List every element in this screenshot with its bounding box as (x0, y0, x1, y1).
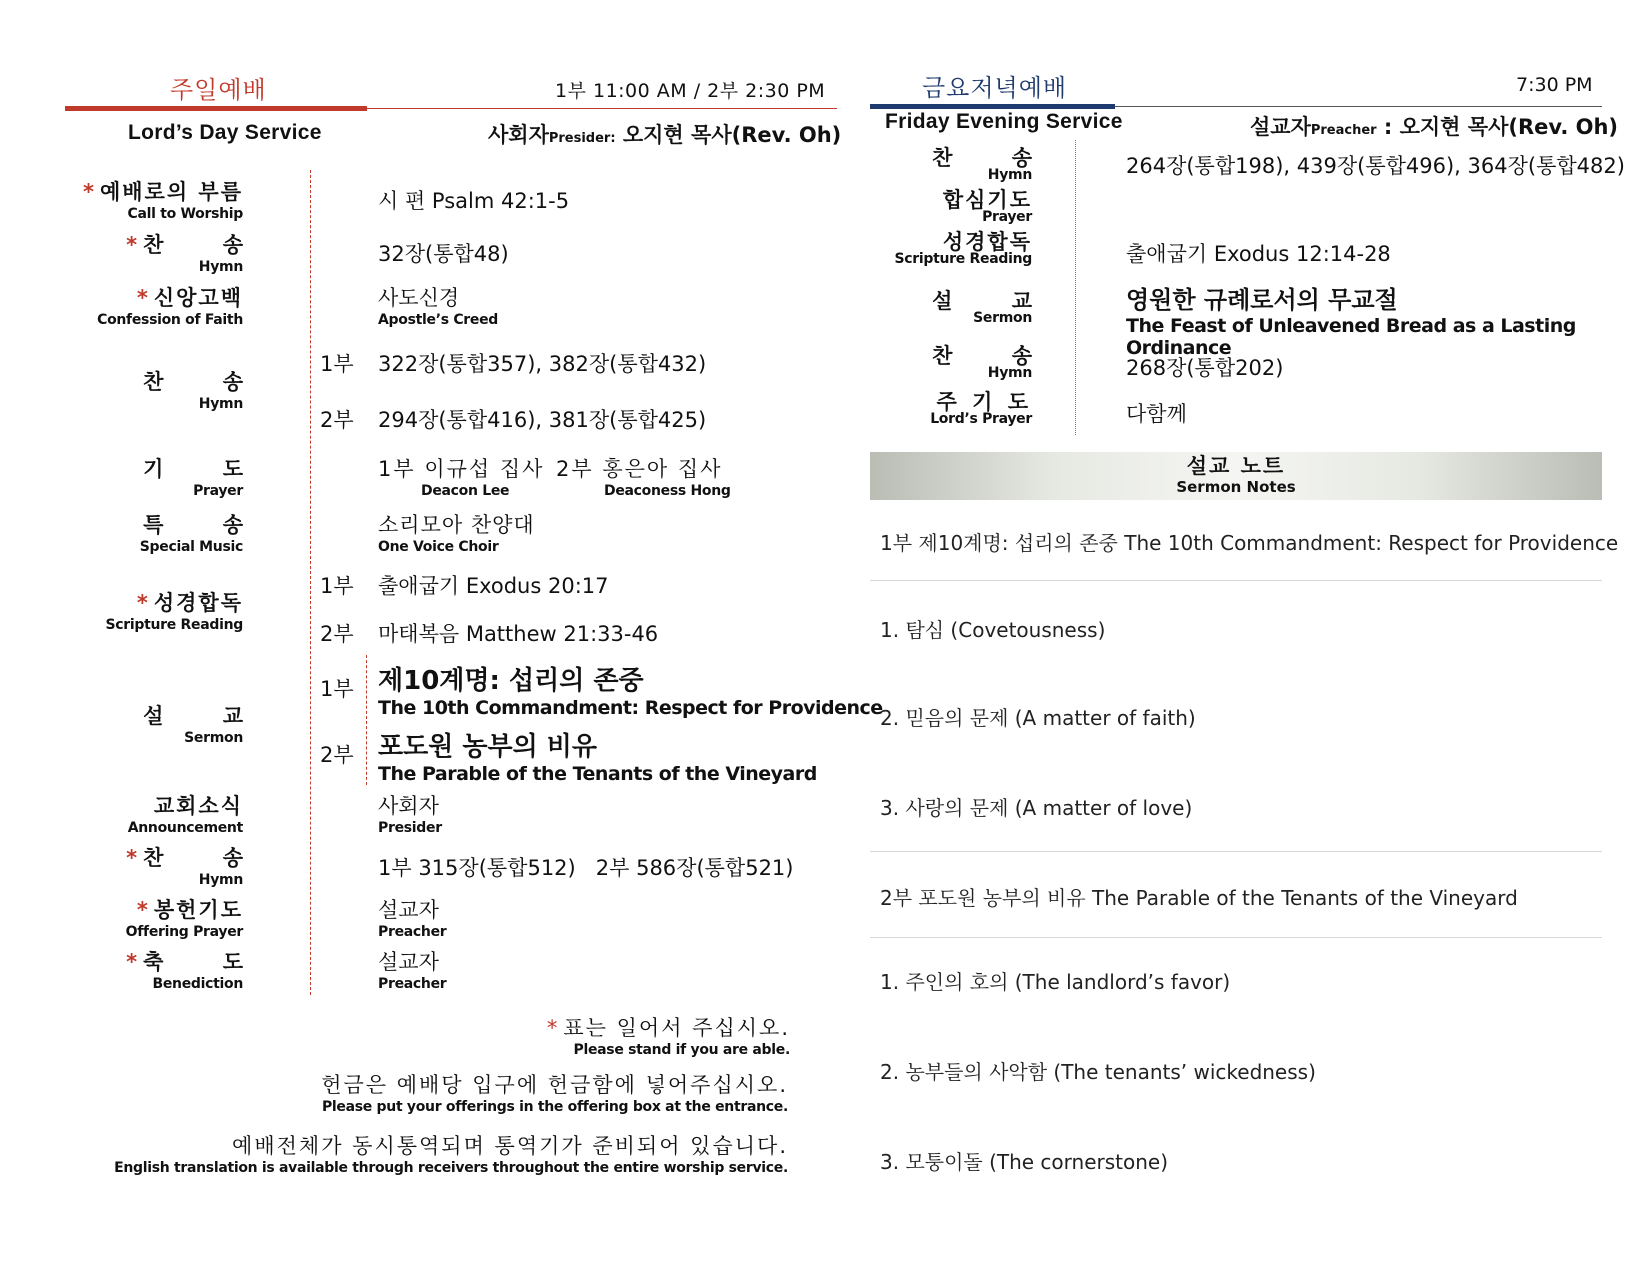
hymn-1-content: 32장(통합48) (378, 242, 509, 266)
label-scripture-reading: * 성경합독 Scripture Reading (105, 591, 243, 633)
sermon-divider-line (366, 655, 367, 785)
special-music-content: 소리모아 찬양대 One Voice Choir (378, 513, 535, 555)
friday-scripture-content: 출애굽기 Exodus 12:14-28 (1126, 242, 1391, 266)
sunday-divider-line (310, 170, 311, 995)
friday-header-accent-line (870, 104, 1115, 109)
friday-label-prayer: 합심기도 Prayer (942, 188, 1032, 225)
friday-label-lords-prayer: 주 기 도 Lord’s Prayer (930, 390, 1032, 427)
sermon-part1-label: 1부 (320, 677, 354, 701)
hymn-2-part2-content: 294장(통합416), 381장(통합425) (378, 408, 707, 432)
friday-divider-line (1075, 140, 1076, 435)
note-line-6: 2. 농부들의 사악함 (The tenants’ wickedness) (880, 1060, 1316, 1084)
friday-header-thin-line (1115, 106, 1602, 107)
sermon-part1-content: 제10계명: 섭리의 존중 The 10th Commandment: Respect for Providence (378, 666, 883, 719)
preacher-label-ko: 설교자 (1250, 115, 1311, 139)
hymn-2-part1-content: 322장(통합357), 382장(통합432) (378, 352, 707, 376)
translation-note: 예배전체가 동시통역되며 통역기가 준비되어 있습니다. English translation is available through receivers throughout the entire worship service. (114, 1134, 788, 1176)
note-line-7: 3. 모퉁이돌 (The cornerstone) (880, 1150, 1169, 1174)
label-hymn-2: 찬 송 Hymn (143, 370, 269, 412)
label-announcement: 교회소식 Announcement (127, 794, 243, 836)
presider-name: 오지현 목사(Rev. Oh) (622, 123, 842, 147)
standing-note: * 표는 일어서 주십시오. Please stand if you are able. (546, 1016, 790, 1058)
label-prayer: 기 도 Prayer (143, 457, 269, 499)
preacher-sep: : (1383, 115, 1393, 139)
label-hymn-1: * 찬 송 Hymn (126, 233, 269, 275)
benediction-content: 설교자 Preacher (378, 950, 447, 992)
hymn-3-content: 1부 315장(통합512) 2부 586장(통합521) (378, 856, 794, 880)
sermon-notes-title-ko: 설교 노트 (1186, 454, 1286, 478)
friday-lords-prayer-content: 다함께 (1126, 402, 1187, 426)
sunday-header-thin-line (367, 108, 837, 109)
friday-label-hymn-2: 찬 송 Hymn (932, 344, 1058, 381)
note-separator-1 (870, 851, 1602, 852)
hymn-2-part2-label: 2부 (320, 408, 354, 432)
scripture-part1-label: 1부 (320, 574, 354, 598)
presider-label-ko: 사회자 (488, 123, 549, 147)
label-special-music: 특 송 Special Music (139, 513, 269, 555)
offering-note: 헌금은 예배당 입구에 헌금함에 넣어주십시오. Please put your offerings in the offering box at the entrance. (321, 1073, 788, 1115)
call-to-worship-content: 시 편 Psalm 42:1-5 (378, 189, 570, 213)
note-line-5: 1. 주인의 호의 (The landlord’s favor) (880, 970, 1231, 994)
sunday-header-accent-line (65, 106, 367, 111)
note-separator-0 (870, 580, 1602, 581)
announcement-content: 사회자 Presider (378, 794, 442, 836)
scripture-part2-label: 2부 (320, 622, 354, 646)
note-line-0: 1부 제10계명: 섭리의 존중 The 10th Commandment: Respect for Providence (880, 531, 1619, 555)
sermon-notes-banner (870, 452, 1602, 500)
friday-label-hymn-1: 찬 송 Hymn (932, 146, 1058, 183)
sermon-notes-title-en: Sermon Notes (1176, 478, 1296, 496)
sunday-times: 1부 11:00 AM / 2부 2:30 PM (555, 80, 826, 102)
friday-title-en: Friday Evening Service (885, 110, 1123, 133)
friday-label-scripture: 성경합독 Scripture Reading (894, 230, 1032, 267)
presider-label-en: Presider: (548, 131, 616, 146)
label-confession-of-faith: * 신앙고백 Confession of Faith (97, 286, 243, 328)
friday-title: 금요저녁예배 (922, 74, 1068, 102)
sunday-title-en: Lord’s Day Service (128, 121, 322, 144)
sunday-title: 주일예배 (170, 76, 267, 104)
sermon-part2-content: 포도원 농부의 비유 The Parable of the Tenants of the Vineyard (378, 732, 817, 785)
prayer-content-2: 2부 홍은아 집사 Deaconess Hong (556, 457, 731, 499)
friday-label-sermon: 설 교 Sermon (932, 289, 1058, 326)
friday-hymn-1-content: 264장(통합198), 439장(통합496), 364장(통합482) (1126, 154, 1625, 178)
preacher-label-en: Preacher (1310, 123, 1377, 138)
friday-hymn-2-content: 268장(통합202) (1126, 356, 1284, 380)
friday-sermon-content: 영원한 규례로서의 무교절 The Feast of Unleavened Bread as a Lasting Ordinance (1126, 286, 1576, 359)
sermon-part2-label: 2부 (320, 743, 354, 767)
note-line-1: 1. 탐심 (Covetousness) (880, 618, 1106, 642)
note-line-2: 2. 믿음의 문제 (A matter of faith) (880, 706, 1196, 730)
note-separator-2 (870, 937, 1602, 938)
confession-content: 사도신경 Apostle’s Creed (378, 286, 499, 328)
preacher-name: 오지현 목사(Rev. Oh) (1399, 115, 1619, 139)
prayer-content-1: 1부 이규섭 집사 Deacon Lee (378, 457, 545, 499)
scripture-part2-content: 마태복음 Matthew 21:33-46 (378, 622, 659, 646)
label-benediction: * 축 도 Benediction (126, 950, 269, 992)
label-call-to-worship: * 예배로의 부름 Call to Worship (82, 180, 243, 222)
hymn-2-part1-label: 1부 (320, 352, 354, 376)
preacher-line (1250, 111, 1618, 141)
scripture-part1-content: 출애굽기 Exodus 20:17 (378, 574, 609, 598)
friday-time: 7:30 PM (1516, 74, 1593, 96)
label-offering-prayer: * 봉헌기도 Offering Prayer (125, 898, 243, 940)
offering-prayer-content: 설교자 Preacher (378, 898, 447, 940)
note-line-3: 3. 사랑의 문제 (A matter of love) (880, 796, 1193, 820)
label-hymn-3: * 찬 송 Hymn (126, 846, 269, 888)
presider-line (488, 119, 841, 149)
note-line-4: 2부 포도원 농부의 비유 The Parable of the Tenants of the Vineyard (880, 886, 1518, 910)
label-sermon: 설 교 Sermon (143, 704, 269, 746)
